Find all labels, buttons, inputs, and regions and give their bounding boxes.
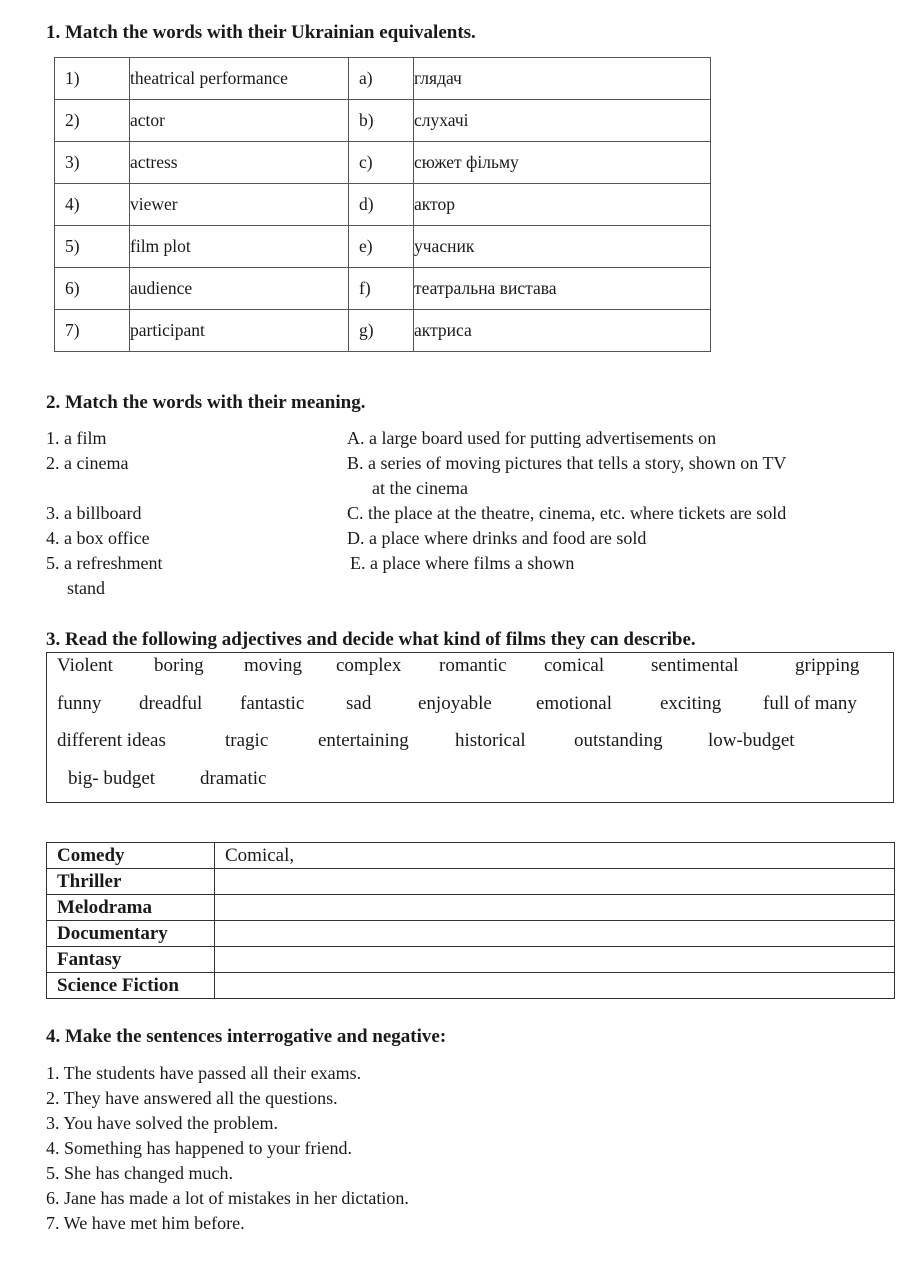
genre-answer[interactable] [215,895,895,921]
sentence-item: 6. Jane has made a lot of mistakes in her dictation. [46,1188,409,1208]
genre-answer[interactable]: Comical, [215,843,895,869]
row-letter: f) [349,268,414,310]
row-number: 7) [55,310,130,352]
row-letter: c) [349,142,414,184]
adjective: romantic [439,655,507,676]
adjective: historical [455,730,526,751]
adjective: sad [346,693,372,714]
table-row [55,226,711,268]
table-row [47,895,895,921]
row-letter: d) [349,184,414,226]
row-letter: b) [349,100,414,142]
adjective: gripping [795,655,860,676]
ukrainian-word: актриса [414,310,711,352]
meaning-item: E. a place where films a shown [350,553,575,573]
genre-answer[interactable] [215,869,895,895]
adjective: full of many [763,693,857,714]
exercise-2-heading: 2. Match the words with their meaning. [46,392,366,413]
ukrainian-word: актор [414,184,711,226]
table-row [55,310,711,352]
word-item: 4. a box office [46,528,150,548]
row-letter: a) [349,58,414,100]
exercise-4-heading: 4. Make the sentences interrogative and negative: [46,1026,447,1047]
word-item: 5. a refreshment [46,553,163,573]
sentence-item: 5. She has changed much. [46,1163,233,1183]
table-row [55,58,711,100]
table-row [55,268,711,310]
english-word: participant [130,310,349,352]
sentence-item: 3. You have solved the problem. [46,1113,278,1133]
row-number: 4) [55,184,130,226]
adjective: fantastic [240,693,305,714]
ukrainian-word: учасник [414,226,711,268]
genre-answer[interactable] [215,921,895,947]
meaning-item: A. a large board used for putting advertisements on [347,428,717,448]
table-row [55,184,711,226]
table-row [55,100,711,142]
adjective: dreadful [139,693,203,714]
sentence-item: 2. They have answered all the questions. [46,1088,338,1108]
adjective: dramatic [200,768,267,789]
english-word: film plot [130,226,349,268]
genre-name: Comedy [47,843,215,869]
row-number: 5) [55,226,130,268]
row-letter: g) [349,310,414,352]
row-number: 2) [55,100,130,142]
english-word: actor [130,100,349,142]
adjective: Violent [57,655,113,676]
genre-name: Thriller [47,869,215,895]
meaning-item: B. a series of moving pictures that tells a story, shown on TV [347,453,787,473]
adjective: different ideas [57,730,166,751]
adjective: entertaining [318,730,409,751]
adjective: tragic [225,730,269,751]
row-number: 6) [55,268,130,310]
adjective: comical [544,655,605,676]
meaning-item-continuation: at the cinema [372,478,468,498]
sentence-item: 7. We have met him before. [46,1213,245,1233]
ukrainian-word: театральна вистава [414,268,711,310]
adjective: outstanding [574,730,663,751]
ukrainian-word: слухачі [414,100,711,142]
row-number: 3) [55,142,130,184]
adjective: sentimental [651,655,739,676]
translation-table [54,57,711,352]
word-item: 1. a film [46,428,107,448]
table-row [55,142,711,184]
english-word: viewer [130,184,349,226]
word-item-continuation: stand [67,578,105,598]
word-item: 2. a cinema [46,453,129,473]
genre-name: Fantasy [47,947,215,973]
meaning-item: C. the place at the theatre, cinema, etc. where tickets are sold [347,503,787,523]
genre-name: Science Fiction [47,973,215,999]
english-word: audience [130,268,349,310]
genre-table [46,842,895,999]
adjective: emotional [536,693,612,714]
adjective: boring [154,655,204,676]
sentence-item: 1. The students have passed all their exams. [46,1063,362,1083]
ukrainian-word: глядач [414,58,711,100]
table-row [47,947,895,973]
ukrainian-word: сюжет фільму [414,142,711,184]
genre-answer[interactable] [215,973,895,999]
table-row [47,869,895,895]
meaning-item: D. a place where drinks and food are sold [347,528,647,548]
adjective: big- budget [68,768,156,789]
english-word: theatrical performance [130,58,349,100]
word-item: 3. a billboard [46,503,142,523]
sentence-item: 4. Something has happened to your friend. [46,1138,352,1158]
genre-name: Melodrama [47,895,215,921]
table-row [47,921,895,947]
row-letter: e) [349,226,414,268]
table-row [47,973,895,999]
adjective: enjoyable [418,693,492,714]
genre-name: Documentary [47,921,215,947]
adjective: funny [57,693,102,714]
adjectives-box [46,652,894,803]
row-number: 1) [55,58,130,100]
adjective: low-budget [708,730,795,751]
adjective: complex [336,655,402,676]
adjective: exciting [660,693,722,714]
exercise-1-heading: 1. Match the words with their Ukrainian equivalents. [46,22,476,43]
english-word: actress [130,142,349,184]
genre-answer[interactable] [215,947,895,973]
exercise-3-heading: 3. Read the following adjectives and decide what kind of films they can describe. [46,629,696,650]
table-row [47,843,895,869]
adjective: moving [244,655,303,676]
